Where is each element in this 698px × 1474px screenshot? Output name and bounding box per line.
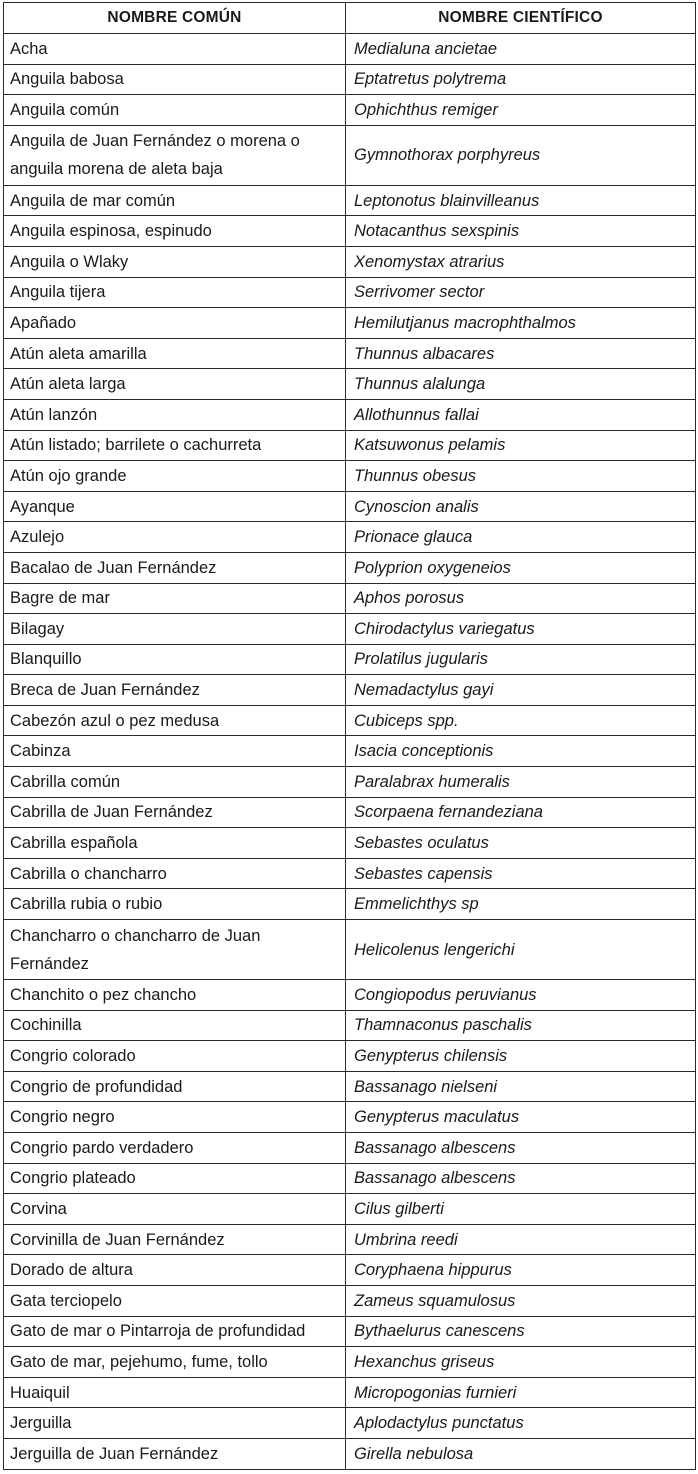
table-row xyxy=(4,64,696,95)
scientific-name-cell: Bassanago albescens xyxy=(346,1133,696,1164)
scientific-name-cell: Cilus gilberti xyxy=(346,1194,696,1225)
scientific-name-cell: Bythaelurus canescens xyxy=(346,1316,696,1347)
common-name-cell: Chancharro o chancharro de Juan Fernández xyxy=(4,920,346,980)
table-row xyxy=(4,216,696,247)
common-name-cell: Atún lanzón xyxy=(4,399,346,430)
table-row xyxy=(4,1071,696,1102)
scientific-name-cell: Sebastes oculatus xyxy=(346,828,696,859)
table-row xyxy=(4,308,696,339)
common-name-cell: Jerguilla xyxy=(4,1408,346,1439)
common-name-cell: Bagre de mar xyxy=(4,583,346,614)
table-row xyxy=(4,858,696,889)
common-name-cell: Acha xyxy=(4,34,346,65)
common-name-cell: Congrio negro xyxy=(4,1102,346,1133)
scientific-name-cell: Emmelichthys sp xyxy=(346,889,696,920)
table-row xyxy=(4,369,696,400)
common-name-cell: Anguila o Wlaky xyxy=(4,246,346,277)
table-row xyxy=(4,1438,696,1469)
scientific-name-cell: Hexanchus griseus xyxy=(346,1347,696,1378)
table-row xyxy=(4,338,696,369)
table-body xyxy=(4,34,696,1470)
common-name-cell: Anguila tijera xyxy=(4,277,346,308)
scientific-name-cell: Thunnus albacares xyxy=(346,338,696,369)
common-name-cell: Anguila común xyxy=(4,95,346,126)
scientific-name-cell: Ophichthus remiger xyxy=(346,95,696,126)
common-name-cell: Cabrilla rubia o rubio xyxy=(4,889,346,920)
table-row xyxy=(4,1163,696,1194)
table-row xyxy=(4,491,696,522)
common-name-cell: Apañado xyxy=(4,308,346,339)
header-scientific-name: NOMBRE CIENTÍFICO xyxy=(346,3,696,34)
table-row xyxy=(4,1377,696,1408)
scientific-name-cell: Genypterus maculatus xyxy=(346,1102,696,1133)
common-name-cell: Chanchito o pez chancho xyxy=(4,980,346,1011)
table-row xyxy=(4,1347,696,1378)
scientific-name-cell: Zameus squamulosus xyxy=(346,1285,696,1316)
table-row xyxy=(4,1285,696,1316)
scientific-name-cell: Prionace glauca xyxy=(346,522,696,553)
scientific-name-cell: Notacanthus sexspinis xyxy=(346,216,696,247)
common-name-cell: Congrio de profundidad xyxy=(4,1071,346,1102)
scientific-name-cell: Scorpaena fernandeziana xyxy=(346,797,696,828)
common-name-cell: Ayanque xyxy=(4,491,346,522)
scientific-name-cell: Girella nebulosa xyxy=(346,1438,696,1469)
scientific-name-cell: Serrivomer sector xyxy=(346,277,696,308)
scientific-name-cell: Xenomystax atrarius xyxy=(346,246,696,277)
table-row xyxy=(4,1224,696,1255)
table-row xyxy=(4,797,696,828)
common-name-cell: Cochinilla xyxy=(4,1010,346,1041)
scientific-name-cell: Helicolenus lengerichi xyxy=(346,920,696,980)
scientific-name-cell: Medialuna ancietae xyxy=(346,34,696,65)
common-name-cell: Corvinilla de Juan Fernández xyxy=(4,1224,346,1255)
common-name-cell: Anguila de Juan Fernández o morena o anguila morena de aleta baja xyxy=(4,125,346,185)
table-row xyxy=(4,767,696,798)
scientific-name-cell: Leptonotus blainvilleanus xyxy=(346,185,696,216)
scientific-name-cell: Hemilutjanus macrophthalmos xyxy=(346,308,696,339)
scientific-name-cell: Chirodactylus variegatus xyxy=(346,614,696,645)
common-name-cell: Atún aleta larga xyxy=(4,369,346,400)
scientific-name-cell: Aphos porosus xyxy=(346,583,696,614)
common-name-cell: Corvina xyxy=(4,1194,346,1225)
table-row xyxy=(4,1255,696,1286)
table-row xyxy=(4,185,696,216)
common-name-cell: Congrio pardo verdadero xyxy=(4,1133,346,1164)
scientific-name-cell: Cynoscion analis xyxy=(346,491,696,522)
common-name-cell: Cabrilla o chancharro xyxy=(4,858,346,889)
common-name-cell: Gato de mar, pejehumo, fume, tollo xyxy=(4,1347,346,1378)
common-name-cell: Atún ojo grande xyxy=(4,461,346,492)
scientific-name-cell: Bassanago albescens xyxy=(346,1163,696,1194)
table-row xyxy=(4,125,696,185)
common-name-cell: Anguila babosa xyxy=(4,64,346,95)
common-name-cell: Atún listado; barrilete o cachurreta xyxy=(4,430,346,461)
scientific-name-cell: Bassanago nielseni xyxy=(346,1071,696,1102)
table-row xyxy=(4,95,696,126)
table-row xyxy=(4,614,696,645)
scientific-name-cell: Nemadactylus gayi xyxy=(346,675,696,706)
scientific-name-cell: Allothunnus fallai xyxy=(346,399,696,430)
common-name-cell: Cabinza xyxy=(4,736,346,767)
common-name-cell: Anguila de mar común xyxy=(4,185,346,216)
table-row xyxy=(4,34,696,65)
table-row xyxy=(4,889,696,920)
scientific-name-cell: Aplodactylus punctatus xyxy=(346,1408,696,1439)
scientific-name-cell: Polyprion oxygeneios xyxy=(346,552,696,583)
species-table xyxy=(3,2,696,1470)
header-common-name: NOMBRE COMÚN xyxy=(4,3,346,34)
header-row xyxy=(4,3,696,34)
table-row xyxy=(4,1133,696,1164)
scientific-name-cell: Thunnus obesus xyxy=(346,461,696,492)
common-name-cell: Gato de mar o Pintarroja de profundidad xyxy=(4,1316,346,1347)
common-name-cell: Bilagay xyxy=(4,614,346,645)
table-row xyxy=(4,1194,696,1225)
scientific-name-cell: Paralabrax humeralis xyxy=(346,767,696,798)
common-name-cell: Breca de Juan Fernández xyxy=(4,675,346,706)
common-name-cell: Bacalao de Juan Fernández xyxy=(4,552,346,583)
scientific-name-cell: Gymnothorax porphyreus xyxy=(346,125,696,185)
common-name-cell: Gata terciopelo xyxy=(4,1285,346,1316)
scientific-name-cell: Katsuwonus pelamis xyxy=(346,430,696,461)
common-name-cell: Cabrilla de Juan Fernández xyxy=(4,797,346,828)
scientific-name-cell: Umbrina reedi xyxy=(346,1224,696,1255)
table-row xyxy=(4,828,696,859)
common-name-cell: Cabezón azul o pez medusa xyxy=(4,705,346,736)
common-name-cell: Cabrilla española xyxy=(4,828,346,859)
common-name-cell: Blanquillo xyxy=(4,644,346,675)
common-name-cell: Atún aleta amarilla xyxy=(4,338,346,369)
table-row xyxy=(4,583,696,614)
scientific-name-cell: Sebastes capensis xyxy=(346,858,696,889)
table-row xyxy=(4,277,696,308)
common-name-cell: Azulejo xyxy=(4,522,346,553)
common-name-cell: Huaiquil xyxy=(4,1377,346,1408)
table-row xyxy=(4,1010,696,1041)
table-row xyxy=(4,430,696,461)
table-row xyxy=(4,980,696,1011)
table-row xyxy=(4,1102,696,1133)
table-row xyxy=(4,736,696,767)
table-row xyxy=(4,1041,696,1072)
table-row xyxy=(4,461,696,492)
table-row xyxy=(4,644,696,675)
scientific-name-cell: Thamnaconus paschalis xyxy=(346,1010,696,1041)
scientific-name-cell: Genypterus chilensis xyxy=(346,1041,696,1072)
scientific-name-cell: Isacia conceptionis xyxy=(346,736,696,767)
scientific-name-cell: Coryphaena hippurus xyxy=(346,1255,696,1286)
table-row xyxy=(4,920,696,980)
common-name-cell: Congrio plateado xyxy=(4,1163,346,1194)
scientific-name-cell: Congiopodus peruvianus xyxy=(346,980,696,1011)
table-row xyxy=(4,552,696,583)
common-name-cell: Congrio colorado xyxy=(4,1041,346,1072)
table-row xyxy=(4,675,696,706)
common-name-cell: Jerguilla de Juan Fernández xyxy=(4,1438,346,1469)
scientific-name-cell: Micropogonias furnieri xyxy=(346,1377,696,1408)
table-row xyxy=(4,1408,696,1439)
common-name-cell: Dorado de altura xyxy=(4,1255,346,1286)
scientific-name-cell: Cubiceps spp. xyxy=(346,705,696,736)
scientific-name-cell: Thunnus alalunga xyxy=(346,369,696,400)
table-row xyxy=(4,246,696,277)
table-row xyxy=(4,399,696,430)
scientific-name-cell: Prolatilus jugularis xyxy=(346,644,696,675)
table-row xyxy=(4,705,696,736)
table-row xyxy=(4,522,696,553)
common-name-cell: Anguila espinosa, espinudo xyxy=(4,216,346,247)
common-name-cell: Cabrilla común xyxy=(4,767,346,798)
scientific-name-cell: Eptatretus polytrema xyxy=(346,64,696,95)
table-row xyxy=(4,1316,696,1347)
